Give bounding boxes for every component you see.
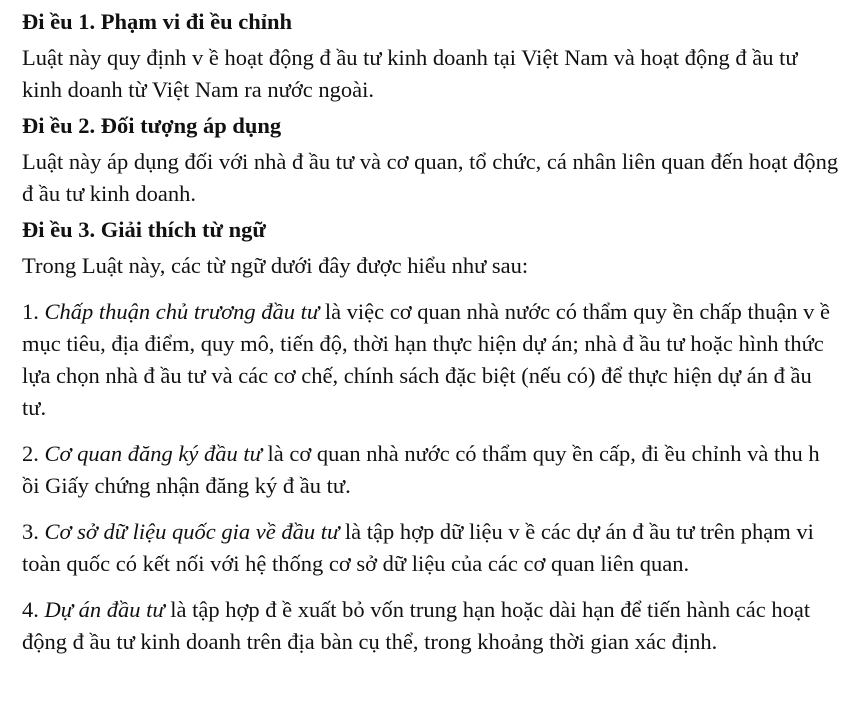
definition-number: 2. bbox=[22, 441, 45, 466]
document-body bbox=[22, 6, 840, 658]
definition-item-2 bbox=[22, 438, 840, 502]
definition-term: Chấp thuận chủ trương đầu tư bbox=[44, 299, 320, 324]
definition-term: Dự án đầu tư bbox=[44, 597, 165, 622]
article-3-paragraph: Trong Luật này, các từ ngữ dưới đây được hiểu như sau: bbox=[22, 253, 529, 278]
article-2-heading: Đi ều 2. Đối tượng áp dụng bbox=[22, 113, 282, 138]
definition-text: là tập hợp dữ liệu v ề các dự án đ ầu tư trên phạm vi toàn quốc có kết nối với hệ thống cơ sở dữ liệu của các cơ quan liên quan. bbox=[22, 519, 814, 576]
definition-item-4 bbox=[22, 594, 840, 658]
article-1-heading: Đi ều 1. Phạm vi đi ều chỉnh bbox=[22, 9, 293, 34]
definition-number: 4. bbox=[22, 597, 45, 622]
definition-item-1 bbox=[22, 296, 840, 424]
definition-item-3 bbox=[22, 516, 840, 580]
definition-text: là cơ quan nhà nước có thẩm quy ền cấp, đi ều chỉnh và thu h ồi Giấy chứng nhận đăng ký đ ầu tư. bbox=[22, 441, 820, 498]
article-2-paragraph: Luật này áp dụng đối với nhà đ ầu tư và cơ quan, tổ chức, cá nhân liên quan đến hoạt động đ ầu tư kinh doanh. bbox=[22, 149, 839, 206]
definition-text: là tập hợp đ ề xuất bỏ vốn trung hạn hoặc dài hạn để tiến hành các hoạt động đ ầu tư kinh doanh trên địa bàn cụ thể, trong khoảng thời gian xác định. bbox=[22, 597, 811, 654]
definition-text: là việc cơ quan nhà nước có thẩm quy ền chấp thuận v ề mục tiêu, địa điểm, quy mô, tiến độ, thời hạn thực hiện dự án; nhà đ ầu tư hoặc hình thức lựa chọn nhà đ ầu tư và các cơ chế, chính sách đặc biệt (nếu có) để thực hiện dự án đ ầu tư. bbox=[22, 299, 830, 420]
article-3-heading: Đi ều 3. Giải thích từ ngữ bbox=[22, 217, 266, 242]
definition-term: Cơ sở dữ liệu quốc gia về đầu tư bbox=[44, 519, 340, 544]
definition-number: 3. bbox=[22, 519, 45, 544]
definition-number: 1. bbox=[22, 299, 45, 324]
article-1-paragraph: Luật này quy định v ề hoạt động đ ầu tư kinh doanh tại Việt Nam và hoạt động đ ầu tư kinh doanh từ Việt Nam ra nước ngoài. bbox=[22, 45, 798, 102]
definition-term: Cơ quan đăng ký đầu tư bbox=[44, 441, 262, 466]
